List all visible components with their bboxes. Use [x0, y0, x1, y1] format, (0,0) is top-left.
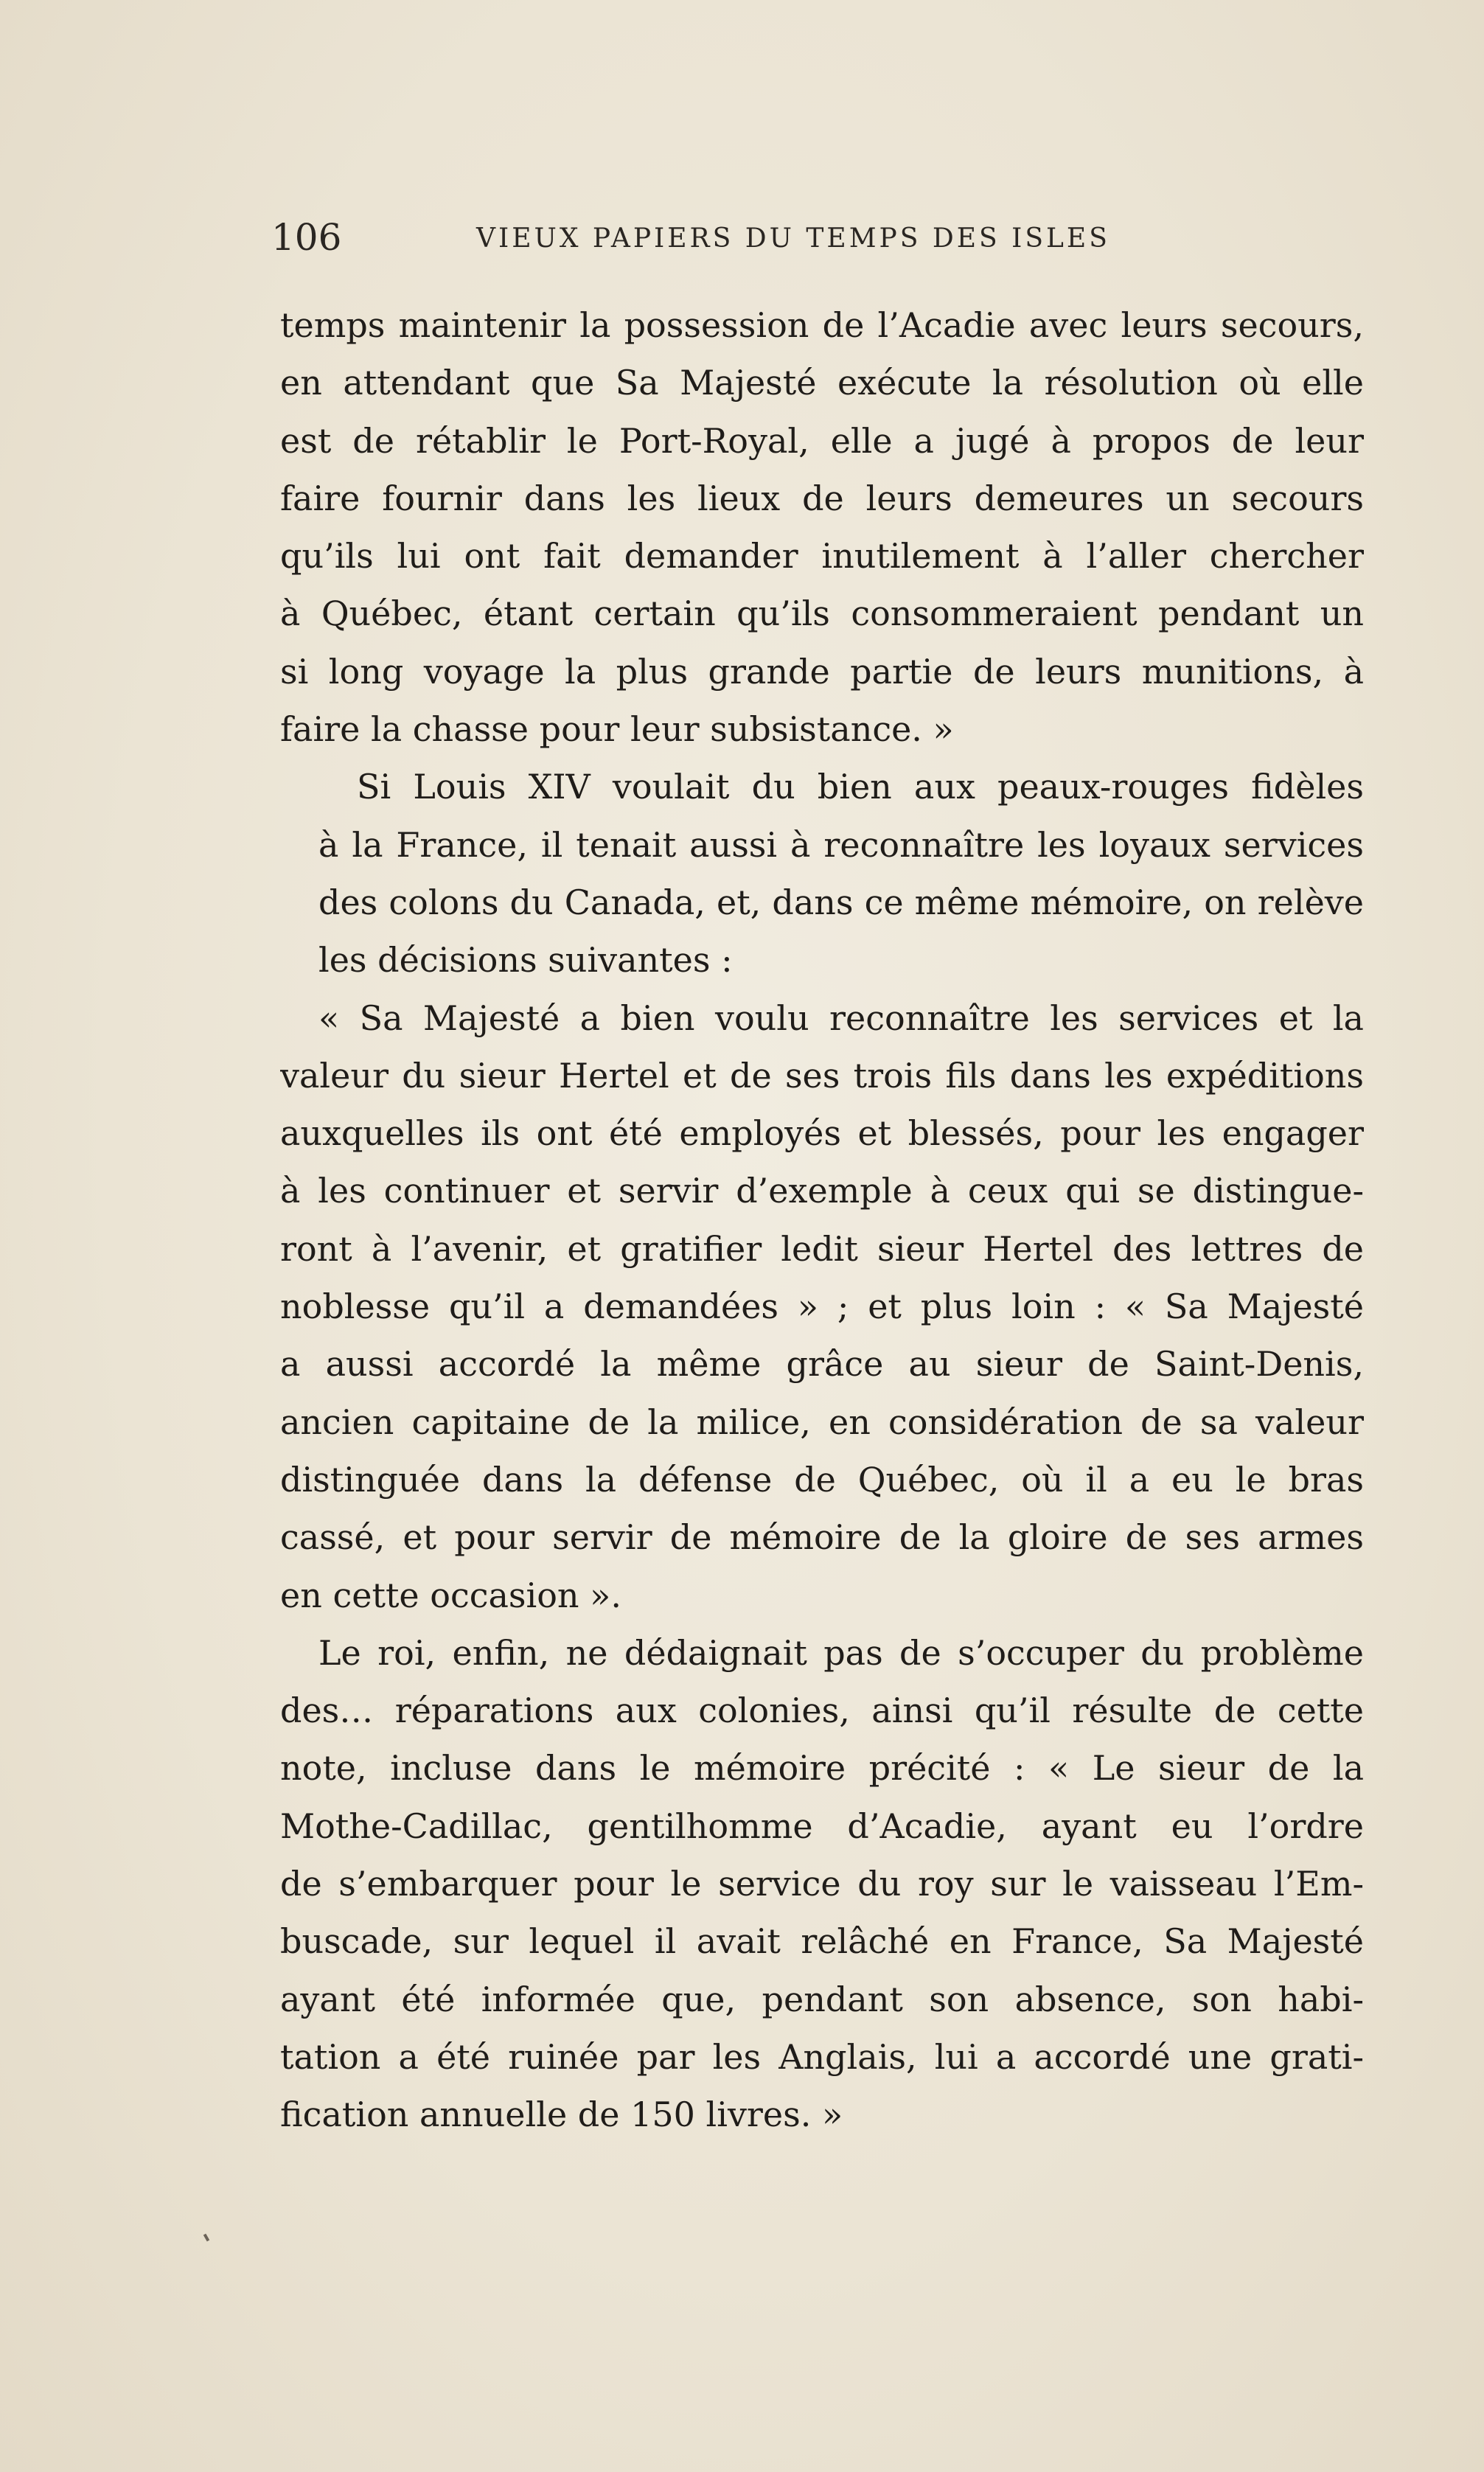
text-line: ront à l’avenir, et gratifier ledit sieur Hertel des lettres de	[280, 1228, 1364, 1269]
text-line: est de rétablir le Port-Royal, elle a jugé à propos de leur	[280, 420, 1364, 461]
text-line: si long voyage la plus grande partie de leurs munitions, à	[280, 651, 1364, 692]
text-line: en cette occasion ».	[280, 1575, 621, 1615]
text-line: buscade, sur lequel il avait relâché en France, Sa Majesté	[280, 1921, 1364, 1962]
text-line: faire la chasse pour leur subsistance. »	[280, 709, 954, 750]
text-line: distinguée dans la défense de Québec, où il a eu le bras	[280, 1459, 1364, 1500]
text-line: des… réparations aux colonies, ainsi qu’il résulte de cette	[280, 1691, 1364, 1731]
text-line: cassé, et pour servir de mémoire de la gloire de ses armes	[280, 1517, 1364, 1558]
text-line: Le roi, enfin, ne dédaignait pas de s’occuper du problème	[318, 1632, 1364, 1673]
text-line: fication annuelle de 150 livres. »	[280, 2095, 843, 2135]
text-line: Mothe-Cadillac, gentilhomme d’Acadie, ayant eu l’ordre	[280, 1806, 1364, 1846]
page-header	[271, 215, 1230, 260]
paragraph-4	[280, 1624, 1364, 2144]
text-line: auxquelles ils ont été employés et blessés, pour les engager	[280, 1113, 1364, 1154]
ink-speck	[203, 2234, 209, 2242]
text-line: noblesse qu’il a demandées » ; et plus loin : « Sa Majesté	[280, 1287, 1364, 1327]
text-line: valeur du sieur Hertel et de ses trois fils dans les expéditions	[280, 1055, 1364, 1096]
running-head: VIEUX PAPIERS DU TEMPS DES ISLES	[476, 223, 1110, 254]
paragraph-3	[280, 989, 1364, 1624]
text-line: en attendant que Sa Majesté exécute la résolution où elle	[280, 363, 1364, 403]
text-line: « Sa Majesté a bien voulu reconnaître les services et la	[318, 997, 1364, 1038]
text-line: des colons du Canada, et, dans ce même mémoire, on relève	[318, 882, 1364, 922]
text-line: ayant été informée que, pendant son absence, son habi-	[280, 1979, 1364, 2019]
text-line: tation a été ruinée par les Anglais, lui a accordé une grati-	[280, 2036, 1364, 2077]
text-line: note, incluse dans le mémoire précité : « Le sieur de la	[280, 1748, 1364, 1789]
text-line: les décisions suivantes :	[318, 940, 733, 981]
text-line: à la France, il tenait aussi à reconnaître les loyaux services	[318, 824, 1364, 865]
text-line: temps maintenir la possession de l’Acadie avec leurs secours,	[280, 305, 1364, 345]
body-text	[280, 296, 1364, 2144]
paragraph-2	[280, 758, 1364, 989]
text-line: Si Louis XIV voulait du bien aux peaux-rouges fidèles	[357, 767, 1364, 807]
text-line: de s’embarquer pour le service du roy sur le vaisseau l’Em-	[280, 1864, 1364, 1904]
text-line: ancien capitaine de la milice, en considération de sa valeur	[280, 1402, 1364, 1442]
text-line: faire fournir dans les lieux de leurs demeures un secours	[280, 478, 1364, 518]
text-line: à les continuer et servir d’exemple à ceux qui se distingue-	[280, 1171, 1364, 1211]
page-number: 106	[271, 216, 342, 259]
text-line: a aussi accordé la même grâce au sieur de Saint-Denis,	[280, 1344, 1364, 1385]
text-line: qu’ils lui ont fait demander inutilement à l’aller chercher	[280, 536, 1364, 577]
paragraph-1	[280, 296, 1364, 758]
text-line: à Québec, étant certain qu’ils consommeraient pendant un	[280, 593, 1364, 634]
